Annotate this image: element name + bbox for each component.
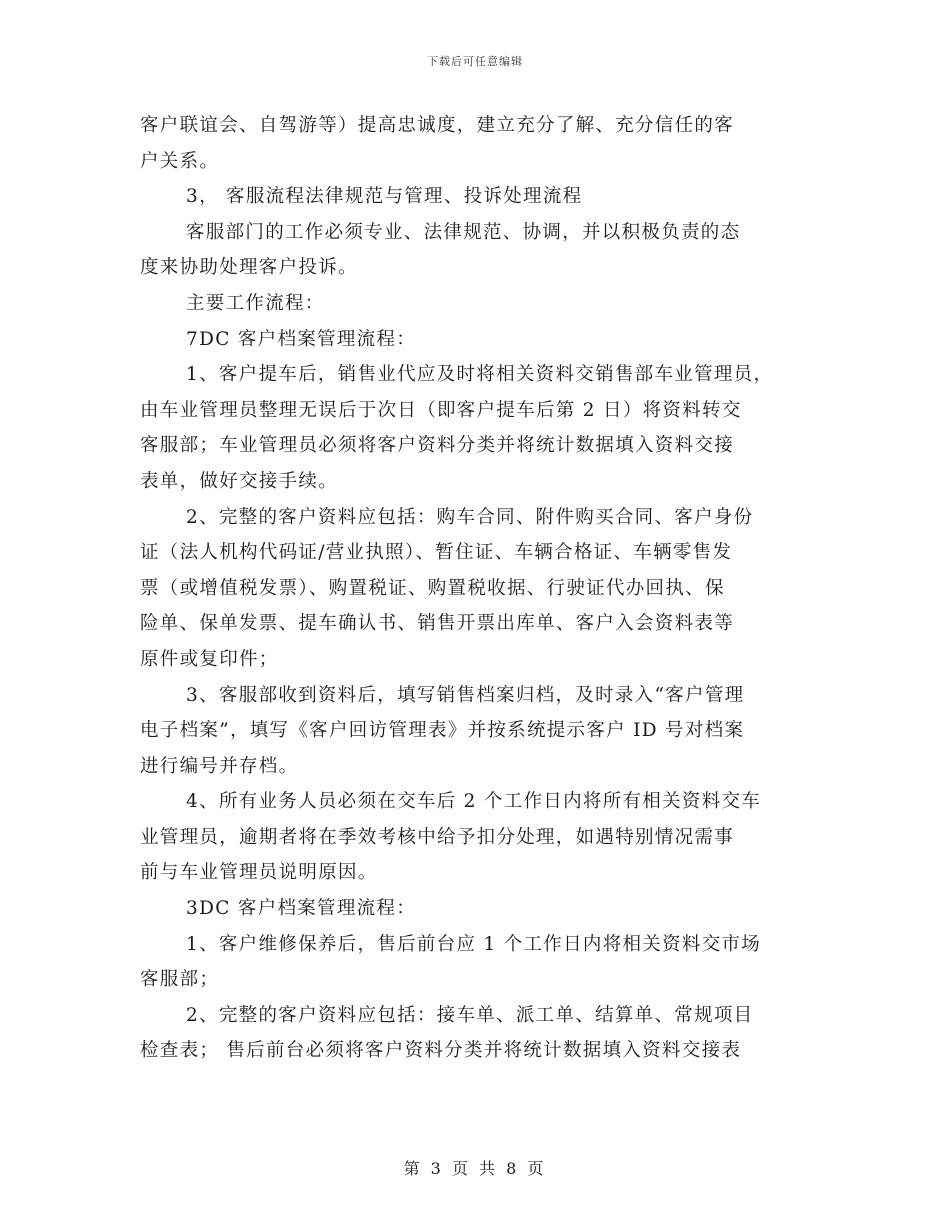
text-line: 原件或复印件；: [140, 648, 279, 670]
text-line: 证（法人机构代码证/营业执照）、暂住证、车辆合格证、车辆零售发: [140, 542, 733, 564]
text-line: 客服部；: [140, 969, 220, 991]
text-line: 度来协助处理客户投诉。: [140, 257, 358, 279]
header-note: 下载后可任意编辑: [427, 55, 523, 68]
text-line: 2、完整的客户资料应包括：接车单、派工单、结算单、常规项目: [186, 1004, 754, 1026]
document-body: [140, 108, 820, 1069]
text-line: 进行编号并存档。: [140, 755, 299, 777]
text-line: 险单、保单发票、提车确认书、销售开票出库单、客户入会资料表等: [140, 613, 735, 635]
text-line: 户关系。: [140, 150, 220, 172]
text-line: 前与车业管理员说明原因。: [140, 862, 378, 884]
text-line: 客服部门的工作必须专业、法律规范、协调，并以积极负责的态: [186, 221, 741, 243]
text-line: 3、客服部收到资料后，填写销售档案归档，及时录入“客户管理: [186, 684, 745, 706]
text-line: 客户联谊会、自驾游等）提高忠诚度，建立充分了解、充分信任的客: [140, 115, 735, 136]
text-line: 1、客户提车后，销售业代应及时将相关资料交销售部车业管理员，: [186, 364, 774, 386]
text-line: 1、客户维修保养后，售后前台应 1 个工作日内将相关资料交市场: [186, 933, 762, 955]
text-line: 4、所有业务人员必须在交车后 2 个工作日内将所有相关资料交车: [186, 791, 762, 813]
text-line: 客服部；车业管理员必须将客户资料分类并将统计数据填入资料交接: [140, 435, 735, 457]
text-line: 票（或增值税发票）、购置税证、购置税收据、行驶证代办回执、保: [140, 577, 725, 599]
text-line: 3， 客服流程法律规范与管理、投诉处理流程: [186, 186, 583, 208]
text-line: 业管理员，逾期者将在季效考核中给予扣分处理，如遇特别情况需事: [140, 826, 735, 848]
text-line: 表单，做好交接手续。: [140, 470, 339, 492]
text-line: 3DC 客户档案管理流程：: [186, 898, 417, 920]
text-line: 由车业管理员整理无误后于次日（即客户提车后第 2 日）将资料转交: [140, 399, 742, 421]
text-line: 检查表； 售后前台必须将客户资料分类并将统计数据填入资料交接表: [140, 1040, 742, 1062]
text-line: 电子档案”，填写《客户回访管理表》并按系统提示客户 ID 号对档案: [140, 720, 745, 742]
text-line: 7DC 客户档案管理流程：: [186, 328, 417, 350]
text-line: 主要工作流程：: [186, 292, 325, 314]
page-footer: 第 3 页 共 8 页: [403, 1159, 547, 1178]
text-line: 2、完整的客户资料应包括：购车合同、附件购买合同、客户身份: [186, 506, 754, 528]
